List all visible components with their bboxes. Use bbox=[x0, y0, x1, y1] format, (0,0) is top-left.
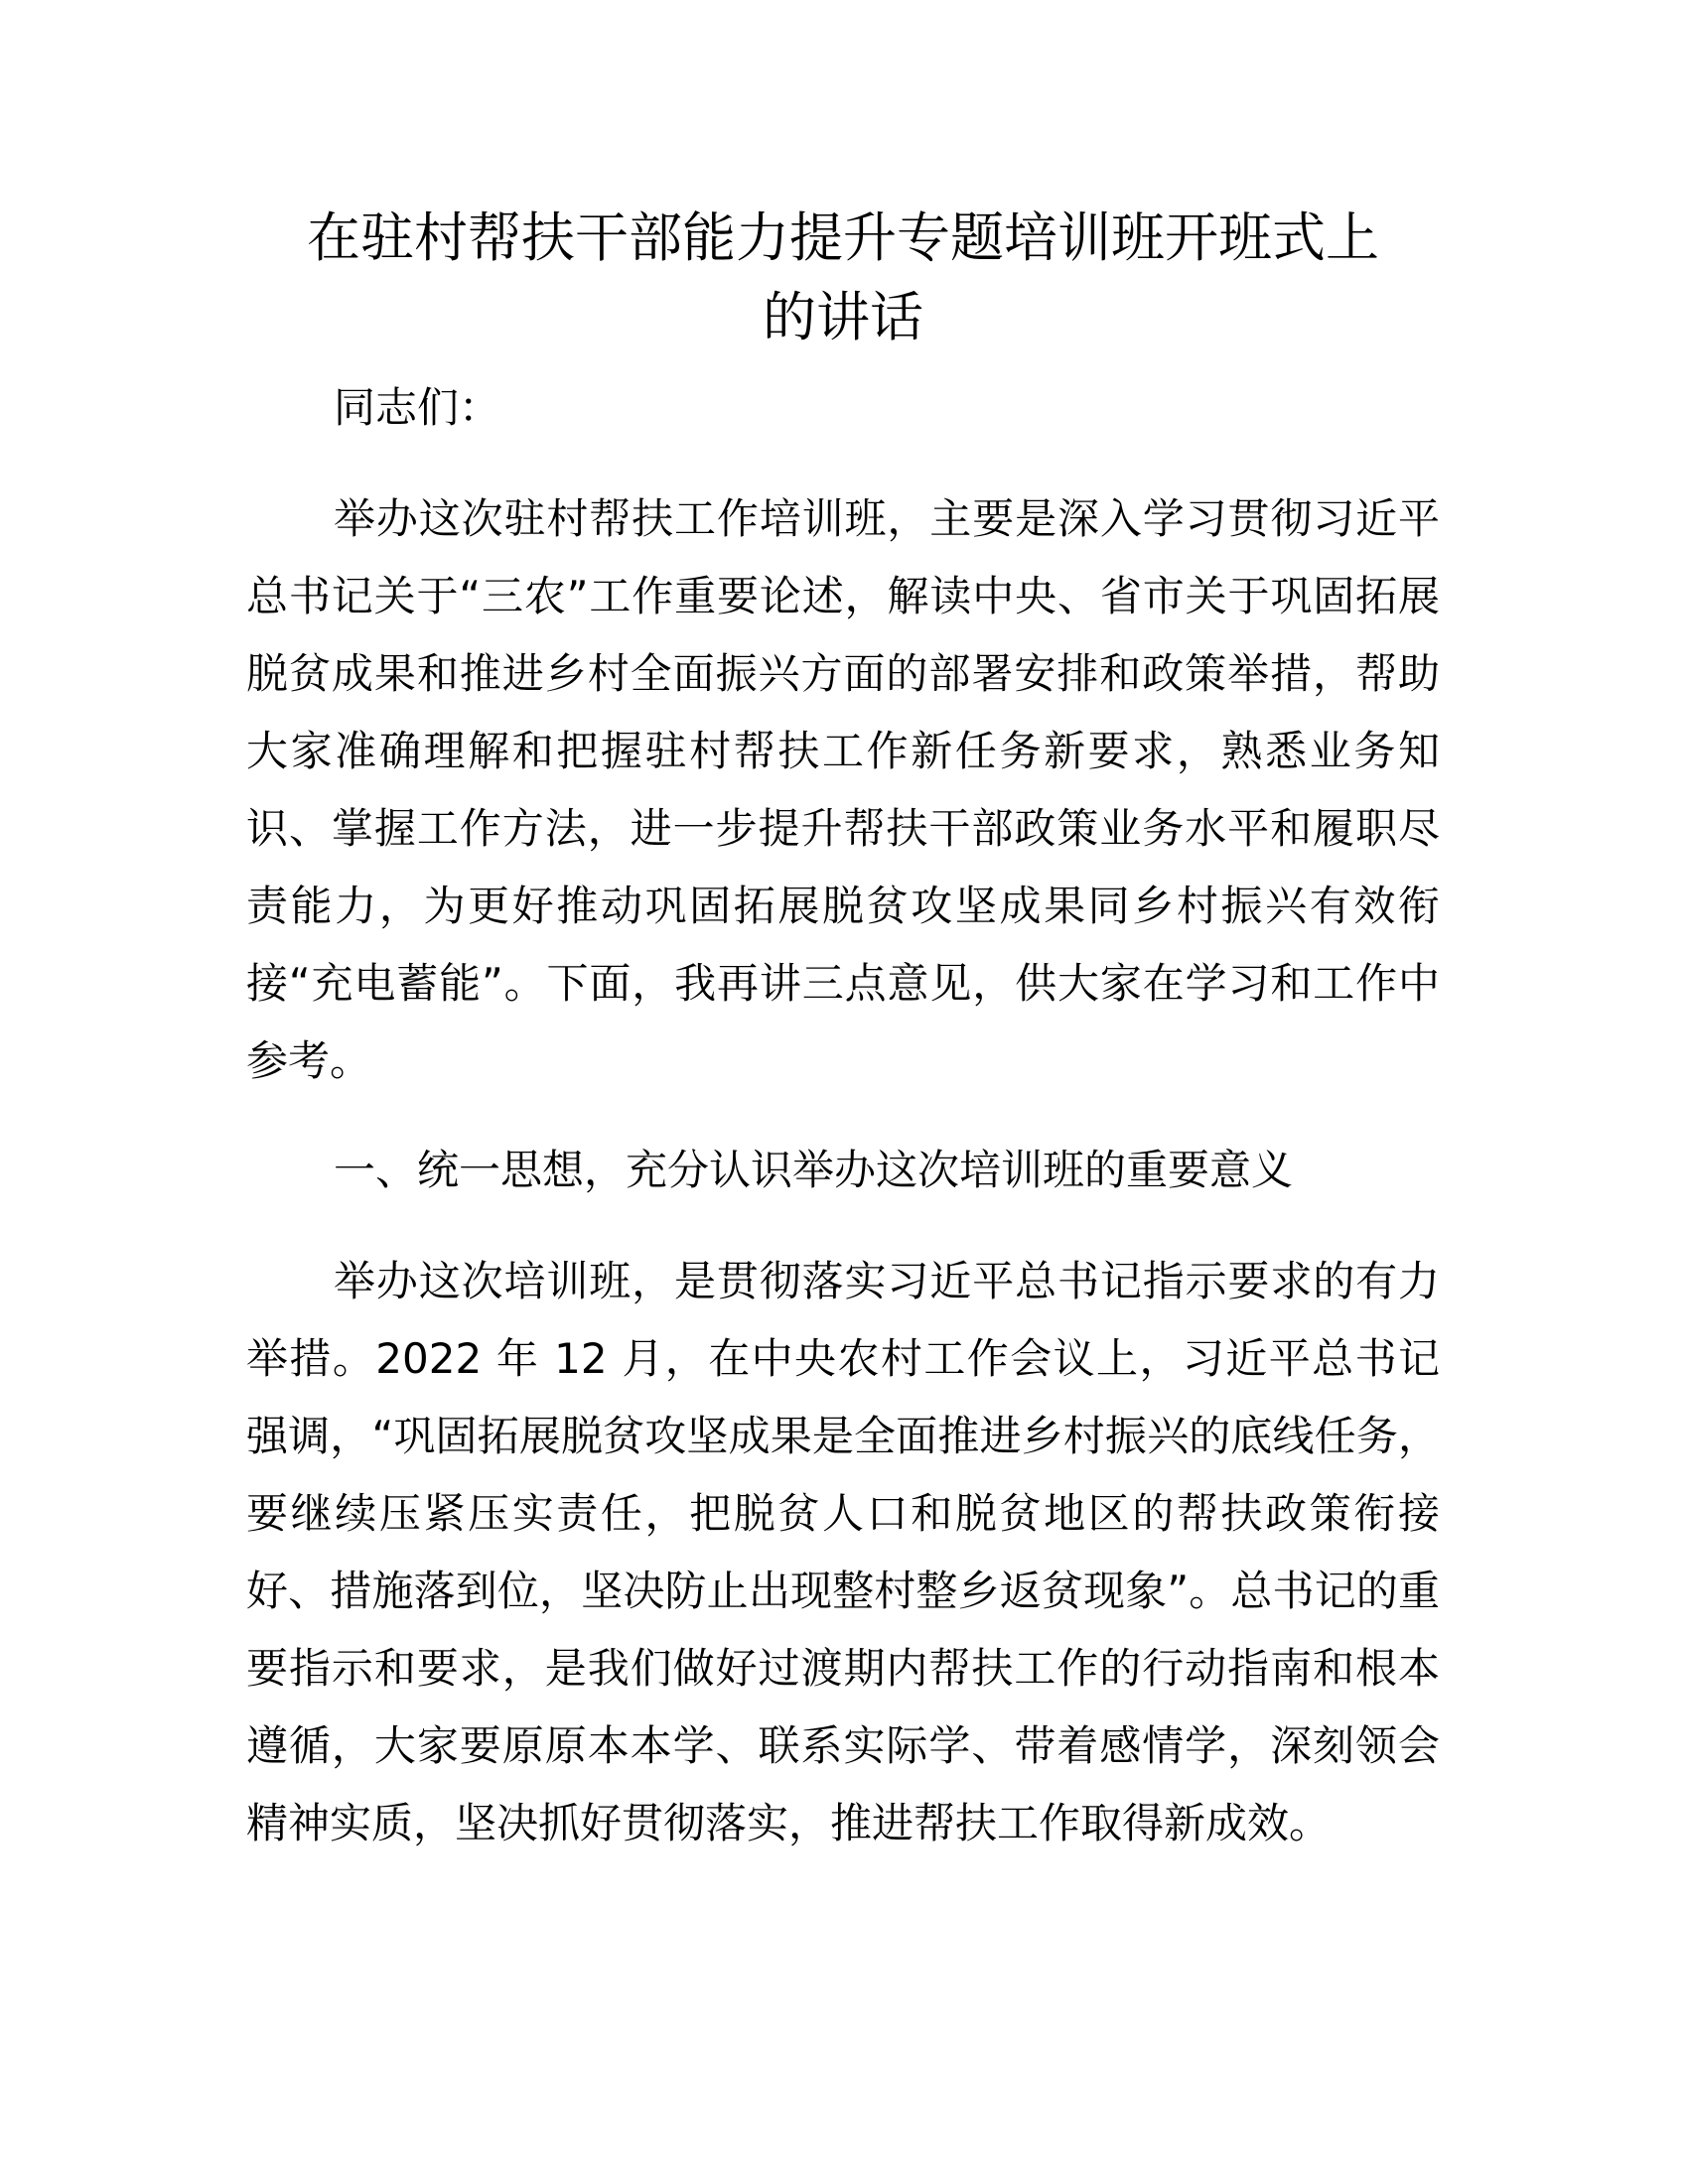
body-paragraph-1: 举办这次培训班，是贯彻落实习近平总书记指示要求的有力举措。2022 年 12 月，在中央农村工作会议上，习近平总书记强调，“巩固拓展脱贫攻坚成果是全面推进乡村振兴的底线任务，要继续压紧压实责任，把脱贫人口和脱贫地区的帮扶政策衔接好、措施落到位，坚决防止出现整村整乡返贫现象”。总书记的重要指示和要求，是我们做好过渡期内帮扶工作的行动指南和根本遵循，大家要原原本本学、联系实际学、带着感情学，深刻领会精神实质，坚决抓好贯彻落实，推进帮扶工作取得新成效。 bbox=[246, 1257, 1440, 1847]
intro-paragraph: 举办这次驻村帮扶工作培训班，主要是深入学习贯彻习近平总书记关于“三农”工作重要论述，解读中央、省市关于巩固拓展脱贫成果和推进乡村全面振兴方面的部署安排和政策举措，帮助大家准确理解和把握驻村帮扶工作新任务新要求，熟悉业务知识、掌握工作方法，进一步提升帮扶干部政策业务水平和履职尽责能力，为更好推动巩固拓展脱贫攻坚成果同乡村振兴有效衔接“充电蓄能”。下面，我再讲三点意见，供大家在学习和工作中参考。 bbox=[246, 494, 1440, 1085]
document-title bbox=[246, 199, 1440, 357]
title-line-2: 的讲话 bbox=[763, 286, 923, 348]
salutation: 同志们： bbox=[334, 383, 501, 432]
document-body bbox=[246, 199, 1440, 1862]
section-heading-1: 一、统一思想，充分认识举办这次培训班的重要意义 bbox=[334, 1146, 1294, 1194]
title-line-1: 在驻村帮扶干部能力提升专题培训班开班式上 bbox=[307, 206, 1379, 269]
